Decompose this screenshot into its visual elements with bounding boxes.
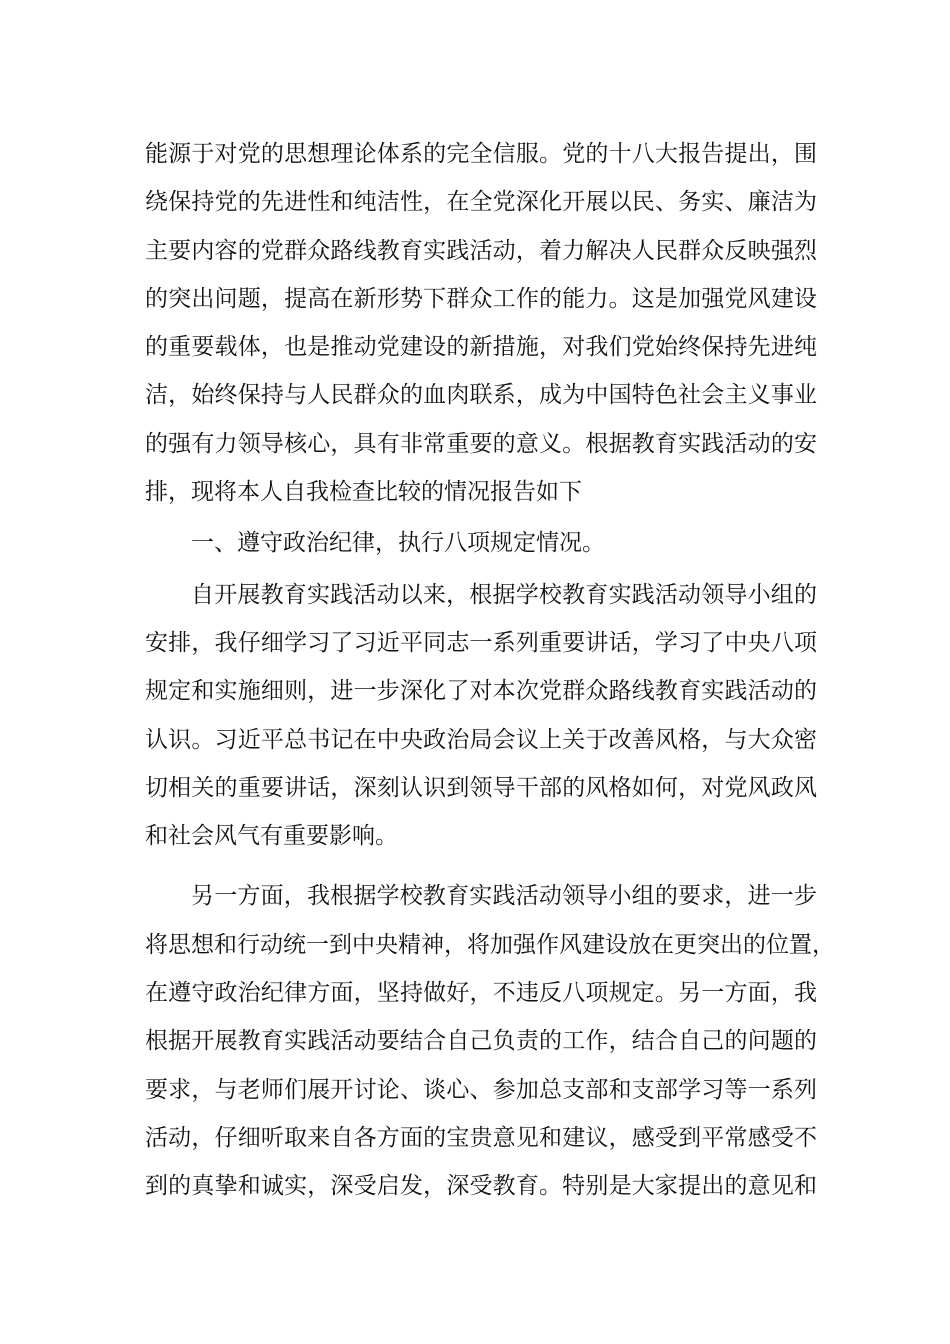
text-line: 规定和实施细则，进一步深化了对本次党群众路线教育实践活动的: [145, 678, 817, 705]
text-line: 安排，我仔细学习了习近平同志一系列重要讲话，学习了中央八项: [145, 629, 817, 656]
text-line: 要求，与老师们展开讨论、谈心、参加总支部和支部学习等一系列: [145, 1076, 817, 1103]
text-line: 的重要载体，也是推动党建设的新措施，对我们党始终保持先进纯: [145, 334, 817, 361]
section-heading: [145, 519, 817, 567]
text-line: 排，现将本人自我检查比较的情况报告如下: [145, 479, 582, 506]
paragraph-2: [145, 571, 817, 861]
text-line: 活动，仔细听取来自各方面的宝贵意见和建议，感受到平常感受不: [145, 1124, 817, 1151]
text-line: 能源于对党的思想理论体系的完全信服。党的十八大报告提出，围: [145, 141, 817, 167]
text-line: 的强有力领导核心，具有非常重要的意义。根据教育实践活动的安: [145, 430, 817, 457]
text-line: 洁，始终保持与人民群众的血肉联系，成为中国特色社会主义事业: [145, 382, 817, 409]
heading-line: 一、遵守政治纪律，执行八项规定情况。: [191, 530, 605, 557]
text-line: 的突出问题，提高在新形势下群众工作的能力。这是加强党风建设: [145, 285, 817, 312]
text-line: 主要内容的党群众路线教育实践活动，着力解决人民群众反映强烈: [145, 237, 817, 264]
paragraph-3: [145, 872, 835, 1210]
text-line: 绕保持党的先进性和纯洁性，在全党深化开展以民、务实、廉洁为: [145, 189, 817, 216]
text-line: 自开展教育实践活动以来，根据学校教育实践活动领导小组的: [191, 581, 817, 608]
text-line: 在遵守政治纪律方面，坚持做好，不违反八项规定。另一方面，我: [145, 980, 817, 1007]
text-line: 根据开展教育实践活动要结合自己负责的工作，结合自己的问题的: [145, 1028, 817, 1055]
text-line: 另一方面，我根据学校教育实践活动领导小组的要求，进一步: [191, 883, 817, 910]
document-body: [145, 130, 835, 1211]
text-line: 认识。习近平总书记在中央政治局会议上关于改善风格，与大众密: [145, 726, 817, 753]
text-line: 到的真挚和诚实，深受启发，深受教育。特别是大家提出的意见和: [145, 1173, 817, 1200]
text-line: 和社会风气有重要影响。: [145, 823, 398, 850]
text-line: 将思想和行动统一到中央精神，将加强作风建设放在更突出的位置，: [145, 931, 835, 958]
paragraph-1: [145, 130, 817, 516]
text-line: 切相关的重要讲话，深刻认识到领导干部的风格如何，对党风政风: [145, 774, 817, 801]
